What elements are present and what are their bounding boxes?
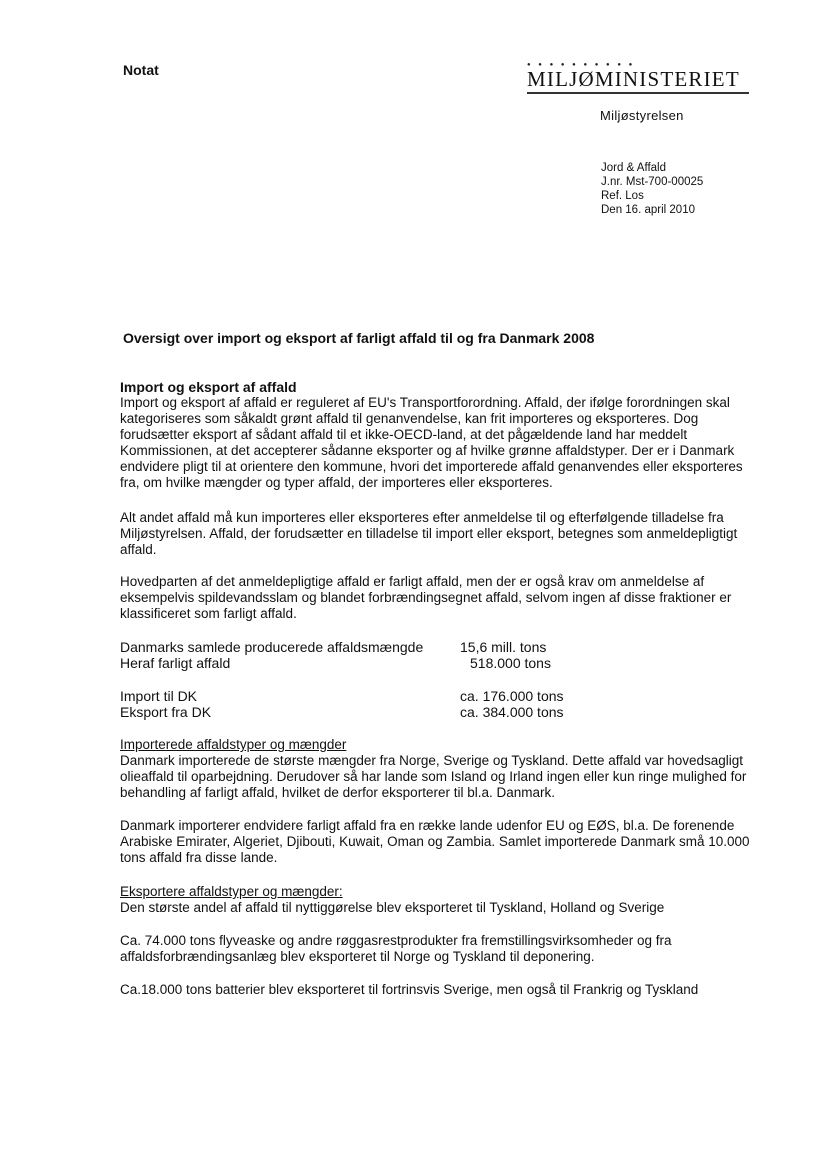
date: Den 16. april 2010 xyxy=(601,204,695,216)
section-exports xyxy=(120,884,760,916)
department: Jord & Affald xyxy=(601,162,666,174)
logo-wordmark: MILJØMINISTERIET xyxy=(527,67,740,91)
paragraph: Import og eksport af affald er reguleret af EU's Transportforordning. Affald, der ifølge forordningen skal kategoriseres som såkaldt grønt affald til genanvendelse, kan frit importeres og eksporteres. Dog forudsætter eksport af sådant affald til et ikke-OECD-land, at det pågældende land har meddelt Kommissionen, at det accepterer sådanne eksporter og af hvilke grønne affaldstyper. Der er i Danmark endvidere pligt til at orientere den kommune, hvori det importerede affald genanvendes eller eksporteres fra, om hvilke mængder og typer affald, der importeres eller eksporteres. xyxy=(120,395,743,490)
stats-block-trade xyxy=(120,688,590,720)
document-title: Oversigt over import og eksport af farligt affald til og fra Danmark 2008 xyxy=(123,330,595,346)
section-import-export xyxy=(120,379,760,491)
stat-row xyxy=(120,655,590,671)
section-heading: Importerede affaldstyper og mængder xyxy=(120,737,347,752)
agency-name: Miljøstyrelsen xyxy=(600,108,684,123)
logo-dots: ● ● ● ● ● ● ● ● ● ● xyxy=(527,62,636,68)
paragraph: Den største andel af affald til nyttiggørelse blev eksporteret til Tyskland, Holland og Sverige xyxy=(120,900,665,915)
stat-value: ca. 176.000 tons xyxy=(460,688,564,704)
stat-row xyxy=(120,639,590,655)
reference: Ref. Los xyxy=(601,190,644,202)
paragraph-fly-ash: Ca. 74.000 tons flyveaske og andre røggasrestprodukter fra fremstillingsvirksomheder og fra affaldsforbrændingsanlæg blev eksporteret til Norge og Tyskland til deponering. xyxy=(120,933,672,964)
paragraph-hazardous: Hovedparten af det anmeldepligtige affald er farligt affald, men der er også krav om anmeldelse af eksempelvis spildevandsslam og blandet forbrændingsegnet affald, selvom ingen af disse fraktioner er klassificeret som farligt affald. xyxy=(120,574,732,621)
stat-row xyxy=(120,704,590,720)
stat-value: ca. 384.000 tons xyxy=(460,704,564,720)
section-heading: Eksportere affaldstyper og mængder: xyxy=(120,884,343,899)
stat-value: 518.000 tons xyxy=(470,655,551,671)
paragraph: Danmark importerede de største mængder fra Norge, Sverige og Tyskland. Dette affald var hovedsagligt olieaffald til oparbejdning. Derudover så har lande som Island og Irland ingen eller kun ringe mulighed for behandling af farligt affald, hvilket de derfor eksporterer til bl.a. Danmark. xyxy=(120,753,747,800)
section-heading: Import og eksport af affald xyxy=(120,379,297,395)
reference-block xyxy=(601,161,703,217)
logo-rule xyxy=(527,92,749,94)
stats-block-production xyxy=(120,639,590,671)
ministry-logo xyxy=(527,62,752,94)
stat-label: Danmarks samlede producerede affaldsmængde xyxy=(120,639,424,655)
stat-row xyxy=(120,688,590,704)
stat-value: 15,6 mill. tons xyxy=(460,639,547,655)
paragraph-imports-outside-eu: Danmark importerer endvidere farligt affald fra en række lande udenfor EU og EØS, bl.a. De forenende Arabiske Emirater, Algeriet, Djibouti, Kuwait, Oman og Zambia. Samlet importerede Danmark små 10.000 tons affald fra disse lande. xyxy=(120,818,750,865)
stat-label: Heraf farligt affald xyxy=(120,655,231,671)
paragraph-batteries: Ca.18.000 tons batterier blev eksporteret til fortrinsvis Sverige, men også til Frankrig og Tyskland xyxy=(120,982,699,997)
section-imports xyxy=(120,737,760,801)
paragraph-notification: Alt andet affald må kun importeres eller eksporteres efter anmeldelse til og efterfølgende tilladelse fra Miljøstyrelsen. Affald, der forudsætter en tilladelse til import eller eksport, betegnes som anmeldepligtigt affald. xyxy=(120,510,738,557)
stat-label: Eksport fra DK xyxy=(120,704,212,720)
stat-label: Import til DK xyxy=(120,688,198,704)
journal-number: J.nr. Mst-700-00025 xyxy=(601,176,704,188)
document-type: Notat xyxy=(123,62,159,78)
